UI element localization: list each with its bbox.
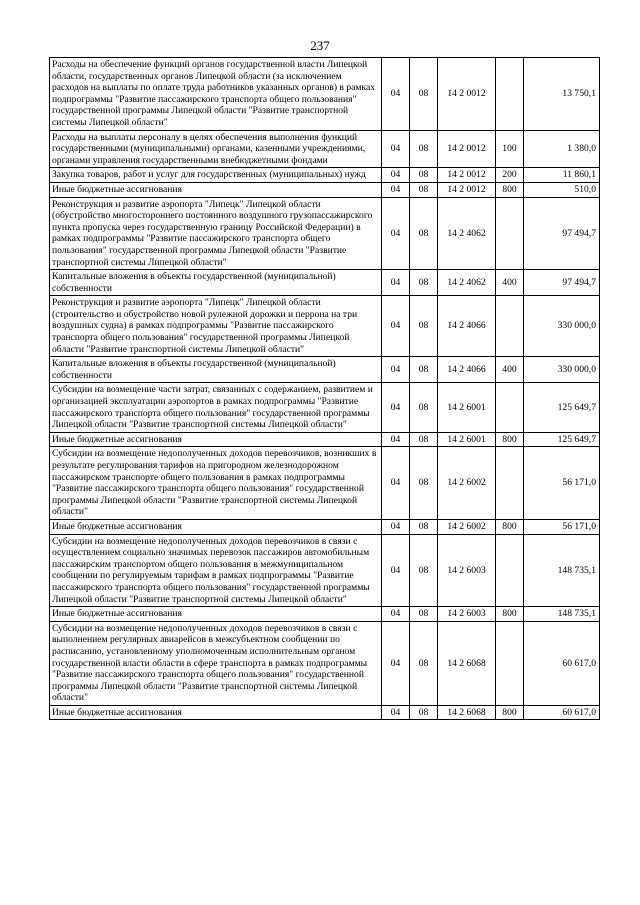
expense-description: Реконструкция и развитие аэропорта "Липецк" Липецкой области (обустройство многостороннего постоянного воздушного грузопассажирского пункта пропуска через государственную границу Российской Федерации) в рамках подпрограммы "Развитие пассажирского транспорта общего пользования" государственной программы Липецкой области "Развитие транспортной системы Липецкой области" xyxy=(50,197,382,270)
amount: 56 171,0 xyxy=(524,447,600,520)
subsection-code: 08 xyxy=(410,270,438,296)
expense-description: Субсидии на возмещение недополученных доходов перевозчиков в связи с осуществлением социально значимых перевозок пассажиров автомобильным пассажирским транспортом общего пользования в межмуниципальном сообщении по регулируемым тарифам в рамках подпрограммы "Развитие пассажирского транспорта общего пользования" государственной программы Липецкой области "Развитие транспортной системы Липецкой области" xyxy=(50,534,382,607)
section-code: 04 xyxy=(382,182,410,197)
subsection-code: 08 xyxy=(410,705,438,720)
expense-description: Иные бюджетные ассигнования xyxy=(50,519,382,534)
subsection-code: 08 xyxy=(410,432,438,447)
expense-description: Реконструкция и развитие аэропорта "Липецк" Липецкой области (строительство и обустройство новой рулежной дорожки и перрона на три воздушных судна) в рамках подпрограммы "Развитие пассажирского транспорта общего пользования" государственной программы Липецкой области "Развитие транспортной системы Липецкой области" xyxy=(50,296,382,357)
amount: 56 171,0 xyxy=(524,519,600,534)
target-item-code: 14 2 6003 xyxy=(438,607,496,622)
expense-type-code xyxy=(496,58,524,131)
table-row xyxy=(50,357,600,383)
subsection-code: 08 xyxy=(410,534,438,607)
subsection-code: 08 xyxy=(410,383,438,432)
subsection-code: 08 xyxy=(410,296,438,357)
amount: 60 617,0 xyxy=(524,705,600,720)
section-code: 04 xyxy=(382,197,410,270)
table-row xyxy=(50,621,600,705)
expense-type-code xyxy=(496,383,524,432)
expense-description: Иные бюджетные ассигнования xyxy=(50,432,382,447)
amount: 330 000,0 xyxy=(524,357,600,383)
target-item-code: 14 2 0012 xyxy=(438,168,496,183)
section-code: 04 xyxy=(382,58,410,131)
target-item-code: 14 2 6001 xyxy=(438,383,496,432)
expense-description: Субсидии на возмещение недополученных доходов перевозчиков, возникших в результате регулирования тарифов на пригородном железнодорожном пассажирском транспорте общего пользования в рамках подпрограммы "Развитие пассажирского транспорта общего пользования" государственной программы Липецкой области "Развитие транспортной системы Липецкой области" xyxy=(50,447,382,520)
subsection-code: 08 xyxy=(410,621,438,705)
budget-table xyxy=(49,57,600,720)
subsection-code: 08 xyxy=(410,182,438,197)
target-item-code: 14 2 6003 xyxy=(438,534,496,607)
subsection-code: 08 xyxy=(410,607,438,622)
table-row xyxy=(50,296,600,357)
expense-type-code: 100 xyxy=(496,130,524,168)
table-row xyxy=(50,432,600,447)
subsection-code: 08 xyxy=(410,130,438,168)
expense-type-code xyxy=(496,534,524,607)
table-row xyxy=(50,519,600,534)
table-row xyxy=(50,534,600,607)
section-code: 04 xyxy=(382,705,410,720)
amount: 125 649,7 xyxy=(524,383,600,432)
expense-type-code xyxy=(496,621,524,705)
target-item-code: 14 2 6001 xyxy=(438,432,496,447)
subsection-code: 08 xyxy=(410,357,438,383)
section-code: 04 xyxy=(382,447,410,520)
target-item-code: 14 2 4066 xyxy=(438,357,496,383)
table-row xyxy=(50,447,600,520)
expense-description: Расходы на обеспечение функций органов государственной власти Липецкой области, государственных органов Липецкой области (за исключением расходов на выплаты по оплате труда работников указанных органов) в рамках подпрограммы "Развитие пассажирского транспорта общего пользования" государственной программы Липецкой области "Развитие транспортной системы Липецкой области" xyxy=(50,58,382,131)
table-row xyxy=(50,182,600,197)
expense-description: Иные бюджетные ассигнования xyxy=(50,607,382,622)
section-code: 04 xyxy=(382,168,410,183)
table-row xyxy=(50,607,600,622)
expense-description: Иные бюджетные ассигнования xyxy=(50,182,382,197)
subsection-code: 08 xyxy=(410,519,438,534)
table-row xyxy=(50,58,600,131)
section-code: 04 xyxy=(382,130,410,168)
expense-description: Иные бюджетные ассигнования xyxy=(50,705,382,720)
expense-type-code: 800 xyxy=(496,182,524,197)
amount: 330 000,0 xyxy=(524,296,600,357)
amount: 11 860,1 xyxy=(524,168,600,183)
amount: 148 735,1 xyxy=(524,534,600,607)
section-code: 04 xyxy=(382,534,410,607)
target-item-code: 14 2 6068 xyxy=(438,705,496,720)
section-code: 04 xyxy=(382,383,410,432)
amount: 1 380,0 xyxy=(524,130,600,168)
expense-type-code: 800 xyxy=(496,432,524,447)
expense-type-code: 800 xyxy=(496,607,524,622)
amount: 60 617,0 xyxy=(524,621,600,705)
table-row xyxy=(50,130,600,168)
target-item-code: 14 2 4062 xyxy=(438,197,496,270)
table-row xyxy=(50,270,600,296)
expense-description: Субсидии на возмещение части затрат, связанных с содержанием, развитием и организацией эксплуатации аэропортов в рамках подпрограммы "Развитие пассажирского транспорта общего пользования" государственной программы Липецкой области "Развитие транспортной системы Липецкой области" xyxy=(50,383,382,432)
target-item-code: 14 2 6068 xyxy=(438,621,496,705)
target-item-code: 14 2 4062 xyxy=(438,270,496,296)
expense-type-code: 800 xyxy=(496,705,524,720)
expense-type-code: 200 xyxy=(496,168,524,183)
section-code: 04 xyxy=(382,296,410,357)
expense-type-code: 800 xyxy=(496,519,524,534)
expense-type-code: 400 xyxy=(496,270,524,296)
subsection-code: 08 xyxy=(410,197,438,270)
table-row xyxy=(50,705,600,720)
target-item-code: 14 2 6002 xyxy=(438,519,496,534)
amount: 125 649,7 xyxy=(524,432,600,447)
target-item-code: 14 2 0012 xyxy=(438,130,496,168)
amount: 13 750,1 xyxy=(524,58,600,131)
expense-type-code xyxy=(496,447,524,520)
target-item-code: 14 2 6002 xyxy=(438,447,496,520)
target-item-code: 14 2 4066 xyxy=(438,296,496,357)
subsection-code: 08 xyxy=(410,447,438,520)
target-item-code: 14 2 0012 xyxy=(438,58,496,131)
expense-description: Капитальные вложения в объекты государственной (муниципальной) собственности xyxy=(50,357,382,383)
table-row xyxy=(50,168,600,183)
expense-description: Капитальные вложения в объекты государственной (муниципальной) собственности xyxy=(50,270,382,296)
section-code: 04 xyxy=(382,621,410,705)
section-code: 04 xyxy=(382,357,410,383)
expense-type-code xyxy=(496,296,524,357)
target-item-code: 14 2 0012 xyxy=(438,182,496,197)
expense-type-code: 400 xyxy=(496,357,524,383)
table-row xyxy=(50,197,600,270)
amount: 148 735,1 xyxy=(524,607,600,622)
expense-type-code xyxy=(496,197,524,270)
expense-description: Субсидии на возмещение недополученных доходов перевозчиков в связи с выполнением регулярных авиарейсов в межсубъектном сообщении по расписанию, установленному уполномоченным исполнительным органом государственной власти области в сфере транспорта в рамках подпрограммы "Развитие пассажирского транспорта общего пользования" государственной программы Липецкой области "Развитие транспортной системы Липецкой области" xyxy=(50,621,382,705)
expense-description: Расходы на выплаты персоналу в целях обеспечения выполнения функций государственными (муниципальными) органами, казенными учреждениями, органами управления государственными внебюджетными фондами xyxy=(50,130,382,168)
amount: 510,0 xyxy=(524,182,600,197)
page-number: 237 xyxy=(310,38,330,53)
expense-description: Закупка товаров, работ и услуг для государственных (муниципальных) нужд xyxy=(50,168,382,183)
table-body xyxy=(50,58,600,720)
section-code: 04 xyxy=(382,432,410,447)
section-code: 04 xyxy=(382,270,410,296)
amount: 97 494,7 xyxy=(524,197,600,270)
table-row xyxy=(50,383,600,432)
section-code: 04 xyxy=(382,607,410,622)
subsection-code: 08 xyxy=(410,168,438,183)
subsection-code: 08 xyxy=(410,58,438,131)
amount: 97 494,7 xyxy=(524,270,600,296)
section-code: 04 xyxy=(382,519,410,534)
